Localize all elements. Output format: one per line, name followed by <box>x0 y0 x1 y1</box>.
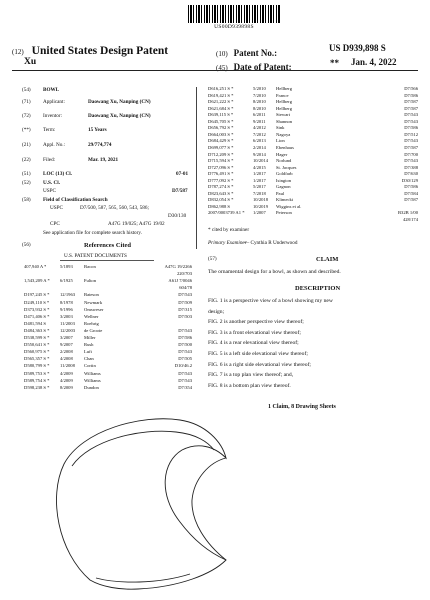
ref-inventor: Roehrig <box>84 320 99 326</box>
ref-date: 6/1925 <box>60 278 73 284</box>
ref-class: D7/543 <box>404 158 418 164</box>
ref-inventor: France <box>276 92 289 98</box>
ref-class: D7/587 <box>404 105 418 111</box>
ref-date: 7/2010 <box>253 92 266 98</box>
ref-number: D589,753 S * <box>24 370 50 376</box>
ref-class: D7/587 <box>404 99 418 105</box>
ref-date: 4/2009 <box>60 370 73 376</box>
claim-title: CLAIM <box>316 256 339 263</box>
refs-code: (56) <box>22 242 31 248</box>
uscl-sub: USPC <box>43 188 56 194</box>
ref-inventor: Hellberg <box>276 99 292 105</box>
column-divider <box>196 87 197 249</box>
claim-code: (57) <box>208 256 217 262</box>
ref-date: 9/1996 <box>60 306 73 312</box>
ref-inventor: Luft <box>84 349 92 355</box>
ref-date: 2/2008 <box>60 349 73 355</box>
ref-inventor: Nagoya <box>276 131 291 137</box>
patent-date: Jan. 4, 2022 <box>351 57 397 67</box>
code-10: (10) <box>216 50 228 58</box>
ref-inventor: Shannon <box>276 118 293 124</box>
ref-inventor: Bateson <box>84 292 99 298</box>
ref-class: B32B 1/00 <box>397 210 418 216</box>
ref-date: 3/2007 <box>60 335 73 340</box>
field-uspc-value2: D30/130 <box>168 213 187 219</box>
ref-class: D7/503 <box>178 313 192 319</box>
description-line: FIG. 7 is a top plan view thereof; and, <box>208 372 294 379</box>
ref-inventor: Gagnon <box>276 184 291 190</box>
ref-number: D645,705 S * <box>208 118 234 124</box>
ref-date: 10/2019 <box>253 203 269 209</box>
cited-note: * cited by examiner <box>208 227 250 233</box>
field-code: (21) <box>22 142 31 148</box>
ref-class: D7/543 <box>178 292 192 298</box>
ref-date: 4/2009 <box>60 377 73 383</box>
ref-inventor: Stewart <box>276 112 291 118</box>
ref-class: D7/543 <box>404 118 418 124</box>
ref-number: D560,975 S * <box>24 349 50 355</box>
ref-class: D7/354 <box>178 384 192 390</box>
bowl-outer-outline <box>56 419 226 589</box>
ref-inventor: Cortin <box>84 363 96 369</box>
ref-number: 407,940 A * <box>24 264 47 269</box>
ref-date: 9/2011 <box>253 118 266 124</box>
ref-number: D484,363 S * <box>24 327 50 333</box>
ref-number: D715,594 S * <box>208 158 234 164</box>
ref-date: 11/2003 <box>60 320 75 326</box>
ref-inventor: Williams <box>84 370 101 376</box>
ref-number: D565,357 S * <box>24 356 50 362</box>
ref-date: 4/2015 <box>253 164 266 170</box>
ref-date: 8/2009 <box>60 384 73 390</box>
date-mark: ** <box>330 58 339 68</box>
ref-date: 5/1893 <box>60 264 73 269</box>
ref-class: D7/543 <box>404 138 418 144</box>
uscl-value: D7/587 <box>172 188 188 194</box>
ref-date: 6/2013 <box>253 138 266 144</box>
ref-date: 8/2010 <box>253 99 266 105</box>
ref-date: 10/2014 <box>253 158 269 164</box>
ref-date: 12/1963 <box>60 292 76 298</box>
ref-number: D249,110 S * <box>24 299 50 305</box>
refs-subtitle: U.S. PATENT DOCUMENTS <box>64 253 127 259</box>
field-value: 29/774,774 <box>88 142 112 148</box>
ref-class: 220/703 <box>176 271 192 277</box>
ref-inventor: Peterson <box>276 210 292 216</box>
field-label: Inventor: <box>43 113 63 119</box>
field-cpc-label: CPC <box>50 221 60 227</box>
ref-inventor: Bacon <box>84 264 96 269</box>
ref-number: D776,491 S * <box>208 171 234 177</box>
ref-inventor: St. Jacques <box>276 164 297 170</box>
description-line: FIG. 3 is a front elevational view thereof; <box>208 329 301 336</box>
ref-inventor: Wiggins et al. <box>276 203 302 209</box>
ref-inventor: de Groote <box>84 327 103 333</box>
barcode <box>188 5 280 23</box>
ref-class: D7/700 <box>404 151 418 157</box>
ref-number: D787,274 S * <box>208 184 234 190</box>
ref-date: 7/2012 <box>253 131 266 137</box>
ref-class: 604/78 <box>179 285 192 291</box>
ref-date: 8/1978 <box>60 299 73 305</box>
ref-class: D7/543 <box>178 327 192 333</box>
ref-class: 428/174 <box>402 217 418 222</box>
field-label: Field of Classification Search <box>43 197 108 203</box>
examiner-label: Primary Examiner <box>208 240 247 246</box>
uscl-code: (52) <box>22 180 31 186</box>
ref-class: D7/388 <box>404 164 418 170</box>
field-label: Filed: <box>43 157 56 163</box>
refs-title: References Cited <box>84 242 131 249</box>
ref-date: 8/2010 <box>253 105 266 111</box>
ref-number: D589,754 S * <box>24 377 50 383</box>
description-footer: 1 Claim, 8 Drawing Sheets <box>268 404 336 410</box>
ref-number: D664,003 S * <box>208 131 234 137</box>
bowl-cutout-curve <box>192 458 226 560</box>
field-uspc-label: USPC <box>50 205 63 211</box>
ref-inventor: Lion <box>276 138 285 144</box>
field-label: Appl. No.: <box>43 142 66 148</box>
bowl-drawing <box>30 402 240 597</box>
ref-date: 10/2018 <box>253 197 269 203</box>
examiner-name: — Cynthia R Underwood <box>244 240 298 246</box>
ref-class: D7/543 <box>178 377 192 383</box>
ref-class: D7/505 <box>178 356 192 362</box>
header-rule <box>12 70 418 71</box>
ref-number: 2007/0003739 A1 * <box>208 210 245 216</box>
ref-number: D823,643 S * <box>208 190 234 196</box>
claim-text: The ornamental design for a bowl, as shown and described. <box>208 269 341 275</box>
ref-number: D862,988 S <box>208 203 230 209</box>
ref-inventor: Klimecki <box>276 197 294 203</box>
ref-date: 6/2011 <box>253 112 266 118</box>
ref-class: A61J 7/0046 <box>168 278 192 284</box>
ref-date: 1/2017 <box>253 177 266 183</box>
ref-number: D656,792 S * <box>208 125 234 131</box>
ref-date: 4/2008 <box>60 356 73 362</box>
field-code: (71) <box>22 99 31 105</box>
ref-inventor: Omsweser <box>84 306 104 312</box>
bowl-base <box>96 574 190 582</box>
ref-class: D7/512 <box>404 131 418 137</box>
ref-date: 9/2007 <box>60 342 73 348</box>
ref-date: 2/2014 <box>253 144 266 150</box>
ref-class: D10/46.2 <box>174 363 192 369</box>
ref-date: 11/2008 <box>60 363 75 369</box>
ref-class: D7/509 <box>178 299 192 305</box>
ref-class: D7/584 <box>404 190 418 196</box>
ref-inventor: Paul <box>276 190 285 196</box>
date-label: Date of Patent: <box>233 62 292 72</box>
field-value: Daowang Xu, Nanping (CN) <box>88 113 151 119</box>
ref-date: 1/2007 <box>253 210 266 216</box>
ref-date: 7/2018 <box>253 190 266 196</box>
ref-class: D7/566 <box>404 86 418 91</box>
ref-class: D7/543 <box>404 112 418 118</box>
ref-inventor: Hager <box>276 151 288 157</box>
ref-class: D7/315 <box>178 306 192 312</box>
loc-label: LOC (13) Cl. <box>43 171 72 177</box>
patent-no-label: Patent No.: <box>233 48 278 58</box>
ref-number: D727,096 S * <box>208 164 234 170</box>
field-label: Term: <box>43 127 56 133</box>
field-code: (22) <box>22 157 31 163</box>
ref-class: D30/129 <box>401 177 418 183</box>
ref-class: D7/630 <box>404 171 418 177</box>
ref-inventor: Hellberg <box>276 105 292 111</box>
ref-number: D550,641 S * <box>24 342 50 348</box>
loc-code: (51) <box>22 171 31 177</box>
field-value: Mar. 19, 2021 <box>88 157 119 163</box>
description-title: DESCRIPTION <box>295 285 341 292</box>
field-code: (58) <box>22 197 31 203</box>
ref-number: D832,054 S * <box>208 197 234 203</box>
ref-number: D712,209 S * <box>208 151 234 157</box>
ref-class: D7/586 <box>178 335 192 340</box>
ref-number: D684,429 S * <box>208 138 234 144</box>
field-value: Daowang Xu, Nanping (CN) <box>88 99 151 105</box>
ref-class: D7/500 <box>178 342 192 348</box>
field-uspc-value: D7/500, 587, 565, 560, 543, 586; <box>80 205 149 211</box>
ref-number: D538,599 S * <box>24 335 50 340</box>
ref-number: D639,115 S * <box>208 112 234 118</box>
description-line: FIG. 1 is a perspective view of a bowl showing my new <box>208 298 333 304</box>
ref-inventor: Wellner <box>84 313 99 319</box>
patent-type: United States Design Patent <box>31 45 169 57</box>
description-line: FIG. 5 is a left side elevational view thereof; <box>208 351 308 357</box>
ref-inventor: Norlund <box>276 158 292 164</box>
loc-value: 07-01 <box>176 171 189 177</box>
ref-class: D7/587 <box>404 197 418 203</box>
ref-number: D197,245 S * <box>24 292 50 298</box>
description-line: FIG. 4 is a rear elevational view thereof; <box>208 340 299 347</box>
ref-inventor: Hellberg <box>276 86 292 91</box>
code-45: (45) <box>216 64 228 72</box>
code-12: (12) <box>12 48 24 56</box>
ref-class: A47G 19/2266 <box>164 264 192 269</box>
ref-inventor: Newmark <box>84 299 103 305</box>
ref-number: D621,222 S * <box>208 99 234 105</box>
field-code: (54) <box>22 87 31 93</box>
ref-class: D7/543 <box>178 349 192 355</box>
field-label: Applicant: <box>43 99 65 105</box>
ref-date: 5/2010 <box>253 86 266 91</box>
ref-class: D7/543 <box>178 370 192 376</box>
ref-class: D7/586 <box>404 125 418 131</box>
barcode-number: US00D939898S <box>214 24 254 30</box>
field-code: (72) <box>22 113 31 119</box>
ref-inventor: Fulton <box>84 278 96 284</box>
ref-inventor: Chan <box>84 356 94 362</box>
ref-date: 1/2017 <box>253 171 266 177</box>
description-line: FIG. 2 is another perspective view thereof; <box>208 319 304 326</box>
ref-number: D777,092 S * <box>208 177 234 183</box>
ref-number: D598,238 S * <box>24 384 50 390</box>
ref-class: D7/587 <box>404 144 418 150</box>
ref-number: D616,251 S * <box>208 86 234 91</box>
field-code: (**) <box>22 127 31 133</box>
field-cpc-value: A47G 19/025; A47G 19/02 <box>108 221 165 227</box>
ref-number: D619,421 S * <box>208 92 234 98</box>
ref-inventor: Isington <box>276 177 292 183</box>
ref-date: 9/2014 <box>253 151 266 157</box>
field-value: BOWL <box>43 87 60 93</box>
refs-subtitle-rule <box>60 260 154 261</box>
ref-inventor: Dundon <box>84 384 99 390</box>
ref-date: 5/2017 <box>253 184 266 190</box>
uscl-label: U.S. Cl. <box>43 180 61 186</box>
ref-number: D580,799 S * <box>24 363 50 369</box>
ref-number: D373,932 S * <box>24 306 50 312</box>
description-line: FIG. 8 is a bottom plan view thereof. <box>208 382 291 389</box>
ref-inventor: Rush <box>84 342 94 348</box>
field-value: 15 Years <box>88 127 107 133</box>
description-line: FIG. 6 is a right side elevational view thereof; <box>208 361 311 368</box>
ref-number: D699,077 S * <box>208 144 234 150</box>
ref-date: 12/2003 <box>60 327 76 333</box>
inventor-short: Xu <box>24 57 37 67</box>
ref-date: 4/2012 <box>253 125 266 131</box>
description-line: design; <box>208 308 225 315</box>
field-note: See application file for complete search history. <box>43 230 142 236</box>
date-line <box>216 57 292 75</box>
ref-number: D481,594 S <box>24 320 46 326</box>
ref-inventor: Miller <box>84 335 96 340</box>
ref-inventor: Goldfarb <box>276 171 293 177</box>
ref-inventor: Williams <box>84 377 101 383</box>
ref-number: D471,406 S * <box>24 313 50 319</box>
ref-date: 3/2003 <box>60 313 73 319</box>
patent-no: US D939,898 S <box>329 43 386 53</box>
ref-class: D7/586 <box>404 92 418 98</box>
ref-inventor: Sink <box>276 125 285 131</box>
ref-inventor: Ebenhaus <box>276 144 294 150</box>
ref-number: 1,543,209 A * <box>24 278 50 284</box>
ref-class: D7/586 <box>404 184 418 190</box>
ref-number: D621,684 S * <box>208 105 234 111</box>
